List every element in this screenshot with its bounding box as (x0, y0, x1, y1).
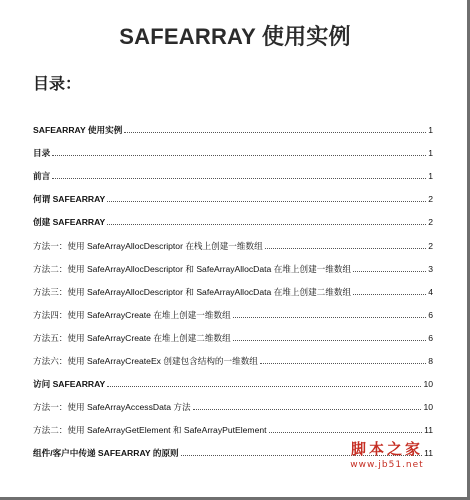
site-watermark (337, 438, 437, 470)
toc-entry[interactable] (33, 135, 433, 158)
toc-entry-page-number: 2 (428, 217, 433, 228)
toc-dot-leader (107, 201, 426, 202)
toc-entry[interactable] (33, 227, 433, 250)
toc-entry-label: 组件/客户中传递 SAFEARRAY 的原则 (33, 448, 179, 459)
toc-dot-leader (107, 224, 426, 225)
toc-entry-label: 方法一：使用 SafeArrayAllocDescriptor 在栈上创建一维数组 (33, 240, 263, 251)
toc-entry[interactable] (33, 366, 433, 389)
toc-entry-label: 方法六：使用 SafeArrayCreateEx 创建包含结构的一维数组 (33, 356, 258, 367)
toc-entry-page-number: 8 (428, 356, 433, 367)
toc-entry[interactable] (33, 158, 433, 181)
watermark-url: www.jb51.net (350, 460, 424, 470)
toc-entry-label: 创建 SAFEARRAY (33, 217, 106, 228)
toc-entry-page-number: 3 (428, 263, 433, 274)
toc-entry-page-number: 1 (428, 148, 433, 159)
toc-entry-page-number: 2 (428, 240, 433, 251)
toc-entry-label: 目录 (33, 148, 51, 159)
toc-entry-page-number: 10 (423, 379, 433, 390)
table-of-contents (33, 112, 433, 458)
toc-dot-leader (52, 155, 426, 156)
toc-entry-page-number: 11 (424, 448, 433, 459)
toc-dot-leader (265, 248, 427, 249)
toc-entry-label: 方法四：使用 SafeArrayCreate 在堆上创建一维数组 (33, 309, 231, 320)
toc-entry-page-number: 6 (428, 309, 433, 320)
document-title: SAFEARRAY 使用实例 (119, 24, 351, 49)
toc-dot-leader (260, 363, 426, 364)
toc-entry[interactable] (33, 204, 433, 227)
toc-entry[interactable] (33, 297, 433, 320)
toc-entry[interactable] (33, 181, 433, 204)
toc-entry[interactable] (33, 412, 433, 435)
toc-entry-page-number: 10 (423, 402, 433, 413)
toc-dot-leader (353, 294, 426, 295)
toc-dot-leader (107, 386, 421, 387)
toc-entry-page-number: 1 (428, 171, 433, 182)
toc-entry[interactable] (33, 251, 433, 274)
toc-entry-page-number: 6 (428, 332, 433, 343)
toc-entry[interactable] (33, 343, 433, 366)
watermark-logo-text: 脚本之家 (350, 440, 423, 458)
toc-entry-page-number: 4 (428, 286, 433, 297)
toc-dot-leader (124, 132, 426, 133)
toc-entry-page-number: 2 (428, 194, 433, 205)
toc-entry-label: 方法二：使用 SafeArrayGetElement 和 SafeArrayPutElement (33, 425, 267, 436)
toc-entry[interactable] (33, 112, 433, 135)
toc-dot-leader (353, 271, 426, 272)
toc-entry-label: 方法三：使用 SafeArrayAllocDescriptor 和 SafeArrayAllocData 在堆上创建二维数组 (33, 286, 352, 297)
toc-dot-leader (193, 409, 422, 410)
toc-dot-leader (233, 340, 427, 341)
toc-dot-leader (52, 178, 426, 179)
toc-entry-label: 方法五：使用 SafeArrayCreate 在堆上创建二维数组 (33, 332, 231, 343)
toc-entry[interactable] (33, 389, 433, 412)
toc-entry-label: 何谓 SAFEARRAY (33, 194, 106, 205)
toc-entry-label: 前言 (33, 171, 51, 182)
toc-entry-label: 方法一：使用 SafeArrayAccessData 方法 (33, 402, 191, 413)
toc-entry-label: 访问 SAFEARRAY (33, 379, 106, 390)
toc-dot-leader (269, 432, 423, 433)
toc-entry-page-number: 11 (424, 425, 433, 436)
toc-entry-label: SAFEARRAY 使用实例 (33, 125, 123, 136)
toc-entry[interactable] (33, 274, 433, 297)
toc-heading: 目录： (33, 76, 82, 93)
toc-entry[interactable] (33, 320, 433, 343)
toc-entry-label: 方法二：使用 SafeArrayAllocDescriptor 和 SafeArrayAllocData 在堆上创建一维数组 (33, 263, 352, 274)
toc-dot-leader (233, 317, 427, 318)
toc-entry-page-number: 1 (428, 125, 433, 136)
